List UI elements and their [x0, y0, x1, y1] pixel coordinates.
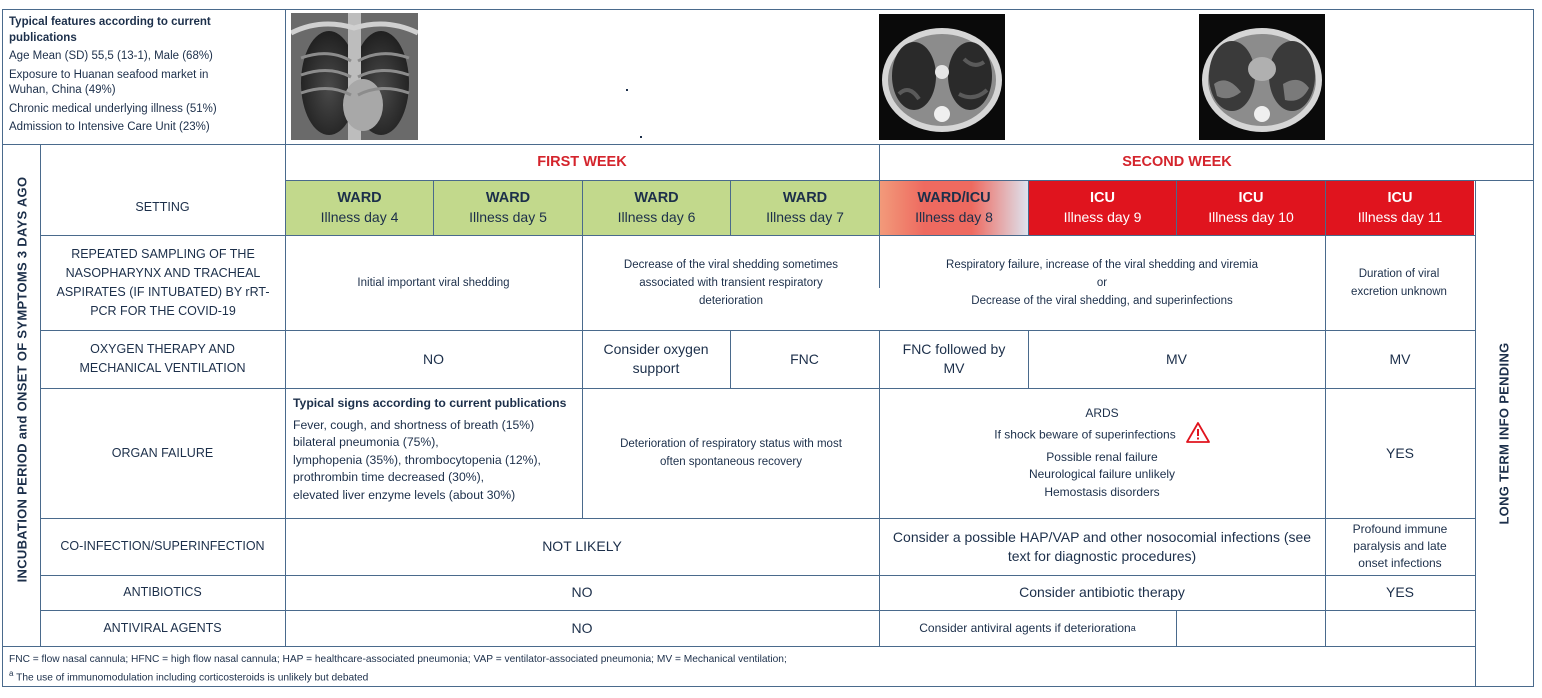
oxygen-fnc-mv: FNC followed by MV — [902, 341, 1006, 376]
coinfection-not-likely: NOT LIKELY — [542, 538, 622, 554]
oxygen-no: NO — [423, 350, 444, 367]
setting-label: SETTING — [135, 200, 190, 214]
second-week-header: SECOND WEEK — [1122, 153, 1232, 170]
coinfection-immune-paralysis: Profound immune paralysis and late onset infections — [1352, 522, 1448, 570]
antiviral-consider: Consider antiviral agents if deterioration a — [919, 620, 1136, 635]
sampling-decrease: Decrease of the viral shedding sometimes associated with transient respiratory deterioration — [623, 258, 839, 307]
setting-day-8: WARD/ICU Illness day 8 — [880, 181, 1028, 235]
setting-day-5: WARD Illness day 5 — [434, 181, 582, 235]
sampling-duration-unknown: Duration of viral excretion unknown — [1351, 267, 1447, 298]
organ-deterioration: Deterioration of respiratory status with most often spontaneous recovery — [620, 438, 842, 468]
oxygen-label: OXYGEN THERAPY AND MECHANICAL VENTILATION — [79, 342, 246, 375]
incubation-side-label: INCUBATION PERIOD and ONSET OF SYMPTOMS 3 DAYS AGO — [14, 176, 29, 582]
features-box — [9, 15, 281, 141]
sampling-respiratory-failure: Respiratory failure, increase of the viral shedding and viremia or Decrease of the viral shedding, and superinfections — [946, 258, 1258, 307]
antibiotics-yes: YES — [1385, 584, 1414, 600]
coinfection-label: CO-INFECTION/SUPERINFECTION — [60, 539, 265, 553]
sampling-label: REPEATED SAMPLING OF THE NASOPHARYNX AND TRACHEAL ASPIRATES (IF INTUBATED) BY rRT-PCR FOR THE COVID-19 — [56, 246, 270, 318]
sign-item: lymphopenia (35%), thrombocytopenia (12%), — [293, 452, 541, 467]
oxygen-mv: MV — [1166, 350, 1187, 367]
ct-scan-image — [1199, 14, 1325, 140]
long-term-pending-label: LONG TERM INFO PENDING — [1496, 342, 1512, 525]
grid-line — [582, 330, 583, 518]
coinfection-hap-vap: Consider a possible HAP/VAP and other nosocomial infections (see text for diagnostic procedures) — [892, 528, 1312, 564]
footnotes — [9, 653, 1469, 685]
sign-item: bilateral pneumonia (75%), — [293, 435, 439, 449]
chest-xray-image — [291, 13, 418, 140]
ct-scan-image — [879, 14, 1005, 140]
oxygen-fnc: FNC — [790, 350, 819, 367]
sign-item: prothrombin time decreased (30%), — [293, 470, 485, 484]
antibiotics-no: NO — [571, 584, 593, 600]
organ-yes: YES — [1385, 444, 1414, 461]
antiviral-no: NO — [571, 619, 593, 636]
first-week-header: FIRST WEEK — [537, 153, 627, 170]
footnote-immunomodulation: $^a$ The use of immunomodulation including corticosteroids is unlikely but debated — [9, 669, 369, 684]
setting-day-7: WARD Illness day 7 — [731, 181, 879, 235]
setting-day-11: ICU Illness day 11 — [1326, 181, 1474, 235]
sign-item: elevated liver enzyme levels (about 30%) — [293, 487, 516, 502]
typical-signs-title: Typical signs according to current publications — [293, 396, 567, 410]
organ-failure-label: ORGAN FAILURE — [111, 445, 214, 460]
antiviral-label: ANTIVIRAL AGENTS — [103, 620, 222, 635]
setting-day-9: ICU Illness day 9 — [1029, 181, 1176, 235]
dot-marker — [626, 89, 628, 91]
grid-line — [1325, 610, 1326, 646]
organ-ards: ARDS If shock beware of superinfections Possible renal failure Neurological failure unlikely Hemostasis disorders — [879, 388, 1325, 518]
dot-marker — [640, 136, 642, 138]
feature-illness: Chronic medical underlying illness (51%) — [9, 102, 217, 115]
feature-icu: Admission to Intensive Care Unit (23%) — [9, 121, 210, 133]
oxygen-mv-late: MV — [1389, 350, 1411, 367]
setting-day-4: WARD Illness day 4 — [286, 181, 433, 235]
footnote-abbreviations: FNC = flow nasal cannula; HFNC = high flow nasal cannula; HAP = healthcare-associated pneumonia; VAP = ventilator-associated pneumonia; MV = Mechanical ventilation; — [9, 654, 787, 665]
features-title: Typical features according to current publications — [9, 16, 211, 44]
antibiotics-label: ANTIBIOTICS — [123, 585, 202, 599]
grid-line — [1176, 610, 1177, 646]
antibiotics-consider: Consider antibiotic therapy — [1019, 584, 1185, 600]
warning-triangle-icon — [1186, 422, 1210, 449]
grid-line — [3, 646, 1475, 647]
sign-item: Fever, cough, and shortness of breath (15%) — [293, 417, 535, 432]
setting-day-6: WARD Illness day 6 — [583, 181, 730, 235]
feature-age: Age Mean (SD) 55,5 (13-1), Male (68%) — [9, 50, 213, 62]
sampling-initial-shedding: Initial important viral shedding — [357, 276, 510, 289]
setting-day-10: ICU Illness day 10 — [1177, 181, 1325, 235]
feature-exposure: Exposure to Huanan seafood market in Wuhan, China (49%) — [9, 68, 209, 96]
oxygen-consider-support: Consider oxygen support — [603, 341, 709, 376]
typical-signs — [293, 395, 581, 515]
